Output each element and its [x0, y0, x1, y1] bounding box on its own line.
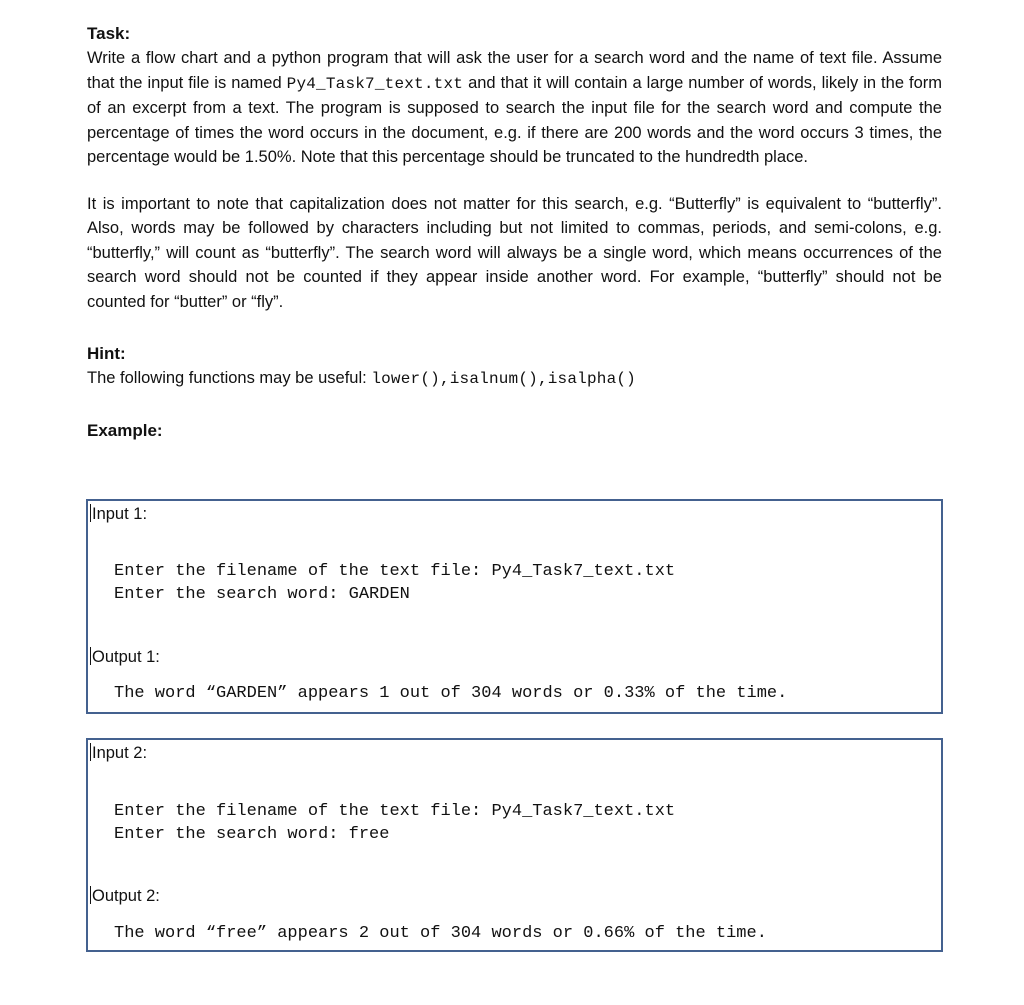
output-2-label-text: Output 2: — [92, 887, 160, 905]
input-2-label-text: Input 2: — [92, 744, 148, 762]
task-paragraph-1-part1: Write a flow chart and a python program that will ask the user for a search word and the name of text file. Assume that the input file is named — [87, 49, 942, 92]
input-2-line-2: Enter the search word: free — [114, 825, 390, 844]
hint-text-label: The following functions may be useful: — [87, 369, 372, 387]
output-1-label-text: Output 1: — [92, 648, 160, 666]
task-paragraph-2: It is important to note that capitalization does not matter for this search, e.g. “Butterfly” is equivalent to “butterfly”. Also, words may be followed by characters including but not limited to commas, periods, and semi-colons, e.g. “butterfly,” will count as “butterfly”. The search word will always be a single word, which means occurrences of the search word should not be counted if they appear inside another word. For example, “butterfly” should not be counted for “butter” or “fly”. — [87, 194, 942, 311]
output-2-line: The word “free” appears 2 out of 304 words or 0.66% of the time. — [114, 924, 767, 943]
task-heading: Task: — [87, 24, 131, 43]
task-filename-code: Py4_Task7_text.txt — [286, 74, 464, 93]
example-box-1 — [86, 499, 943, 714]
task-paragraph-1-part2: and that it will contain a large number of words, likely in the form of an excerpt from a text. The program is supposed to search the input file for the search word and compute the percentage of times the word occurs in the document, e.g. if there are 200 words and the word occurs 3 times, the percentage would be 1.50%. Note that this percentage should be truncated to the hundredth place. — [87, 73, 942, 166]
input-2-line-1: Enter the filename of the text file: Py4_Task7_text.txt — [114, 802, 676, 821]
hint-functions-code: lower(),isalnum(),isalpha() — [371, 370, 636, 388]
hint-text — [87, 366, 942, 391]
input-1-label — [90, 504, 147, 524]
input-1-label-text: Input 1: — [92, 505, 148, 523]
output-1-label — [90, 647, 160, 667]
hint-heading: Hint: — [87, 344, 126, 363]
input-1-line-1: Enter the filename of the text file: Py4_Task7_text.txt — [114, 562, 676, 581]
input-1-line-2: Enter the search word: GARDEN — [114, 585, 410, 604]
input-2-label — [90, 743, 147, 763]
task-paragraph-1 — [87, 46, 942, 170]
example-heading: Example: — [87, 421, 163, 440]
output-1-line: The word “GARDEN” appears 1 out of 304 words or 0.33% of the time. — [114, 684, 788, 703]
example-box-2 — [86, 738, 943, 952]
task-document — [87, 22, 942, 443]
output-2-label — [90, 886, 160, 906]
